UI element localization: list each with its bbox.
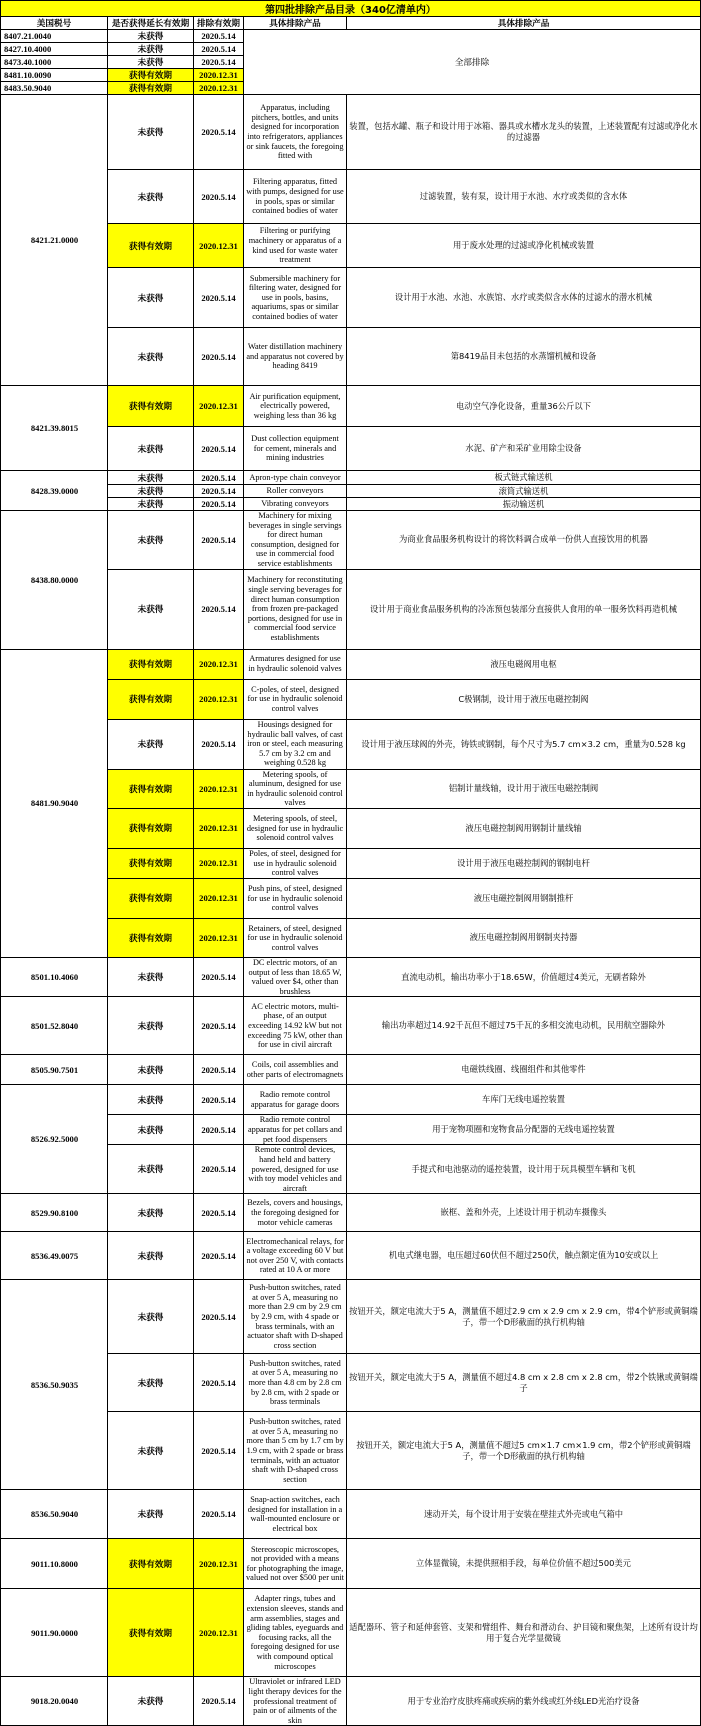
product-en-cell: Filtering or purifying machinery or apparatus of a kind used for waste water treatment — [244, 224, 347, 268]
product-en-cell: Bezels, covers and housings, the foregoing designed for motor vehicle cameras — [244, 1194, 347, 1232]
extension-status-cell: 未获得 — [108, 170, 194, 224]
product-en-cell: Metering spools, of aluminum, designed for use in hydraulic solenoid control valves — [244, 769, 347, 808]
product-zh-cell: 直流电动机，输出功率小于18.65W，价值超过4美元，无刷者除外 — [347, 957, 701, 996]
product-zh-cell: 按钮开关，额定电流大于5 A，测量值不超过2.9 cm x 2.9 cm x 2.9 cm，带4个铲形或黄铜端子，带一个D形截面的执行机构轴 — [347, 1280, 701, 1354]
validity-date-cell: 2020.5.14 — [194, 170, 244, 224]
product-en-cell: Roller conveyors — [244, 485, 347, 498]
us-code-cell: 8529.90.8100 — [1, 1194, 108, 1232]
validity-date-cell: 2020.5.14 — [194, 997, 244, 1055]
table-row — [1, 1085, 701, 1115]
table-row — [1, 1589, 701, 1677]
extension-status-cell: 未获得 — [108, 1085, 194, 1115]
header-product-en: 具体排除产品 — [244, 17, 347, 30]
product-zh-cell: 按钮开关，额定电流大于5 A，测量值不超过5 cm×1.7 cm×1.9 cm，带2个铲形或黄铜端子，带一个D形截面的执行机构轴 — [347, 1412, 701, 1490]
validity-date-cell: 2020.5.14 — [194, 485, 244, 498]
product-zh-cell: 液压电磁控制阀用钢制推杆 — [347, 878, 701, 918]
validity-date-cell: 2020.12.31 — [194, 1539, 244, 1589]
us-code-cell: 8536.50.9035 — [1, 1280, 108, 1490]
us-code-cell: 8421.21.0000 — [1, 95, 108, 386]
product-zh-cell: 设计用于商业食品服务机构的冷冻预包装部分直接供人食用的单一服务饮料再造机械 — [347, 569, 701, 649]
table-row — [1, 1539, 701, 1589]
product-en-cell: Metering spools, of steel, designed for use in hydraulic solenoid control valves — [244, 808, 347, 848]
validity-date-cell: 2020.5.14 — [194, 1490, 244, 1539]
product-en-cell: DC electric motors, of an output of less than 18.65 W, valued over $4, other than brushless — [244, 957, 347, 996]
table-row — [1, 649, 701, 679]
product-zh-cell: 用于专业治疗皮肤疼痛或疾病的紫外线或红外线LED光治疗设备 — [347, 1677, 701, 1726]
validity-date-cell: 2020.12.31 — [194, 679, 244, 719]
extension-status-cell: 未获得 — [108, 471, 194, 485]
validity-date-cell: 2020.12.31 — [194, 224, 244, 268]
product-en-cell: Remote control devices, hand held and battery powered, designed for use with toy model vehicles and aircraft — [244, 1145, 347, 1194]
product-zh-cell: 机电式继电器，电压超过60伏但不超过250伏，触点额定值为10安或以上 — [347, 1232, 701, 1280]
validity-date-cell: 2020.5.14 — [194, 1194, 244, 1232]
extension-status-cell: 获得有效期 — [108, 848, 194, 878]
us-code-cell: 8407.21.0040 — [1, 30, 108, 43]
product-zh-cell: 嵌框、盖和外壳，上述设计用于机动车摄像头 — [347, 1194, 701, 1232]
title-row — [1, 1, 701, 17]
extension-status-cell: 获得有效期 — [108, 386, 194, 427]
product-zh-cell: 液压电磁控制阀用钢制计量线轴 — [347, 808, 701, 848]
product-en-cell: Dust collection equipment for cement, minerals and mining industries — [244, 427, 347, 471]
product-zh-cell: 电磁铁线圈、线圈组件和其他零件 — [347, 1055, 701, 1085]
validity-date-cell: 2020.12.31 — [194, 878, 244, 918]
validity-date-cell: 2020.5.14 — [194, 30, 244, 43]
product-zh-cell: 过滤装置，装有泵，设计用于水池、水疗或类似的含水体 — [347, 170, 701, 224]
product-en-cell: Machinery for reconstituting single serving beverages for direct human consumption from frozen pre-packaged portions, designed for use in commercial food service establishments — [244, 569, 347, 649]
product-zh-cell: 为商业食品服务机构设计的将饮料调合成单一份供人直接饮用的机器 — [347, 511, 701, 570]
product-zh-cell: C极钢制，设计用于液压电磁控制阀 — [347, 679, 701, 719]
validity-date-cell: 2020.12.31 — [194, 769, 244, 808]
extension-status-cell: 未获得 — [108, 1145, 194, 1194]
product-en-cell: Air purification equipment, electrically powered, weighing less than 36 kg — [244, 386, 347, 427]
validity-date-cell: 2020.12.31 — [194, 808, 244, 848]
us-code-cell: 8427.10.4000 — [1, 43, 108, 56]
product-en-cell: Ultraviolet or infrared LED light therapy devices for the professional treatment of pain or of ailments of the skin — [244, 1677, 347, 1726]
product-zh-cell: 用于废水处理的过滤或净化机械或装置 — [347, 224, 701, 268]
table-row — [1, 30, 701, 43]
validity-date-cell: 2020.5.14 — [194, 1085, 244, 1115]
product-zh-cell: 电动空气净化设备，重量36公斤以下 — [347, 386, 701, 427]
product-en-cell: Push-button switches, rated at over 5 A, measuring no more than 4.8 cm by 2.8 cm by 2.8 cm, with 2 spade or brass terminals — [244, 1354, 347, 1412]
validity-date-cell: 2020.5.14 — [194, 719, 244, 769]
validity-date-cell: 2020.12.31 — [194, 82, 244, 95]
product-zh-cell: 铝制计量线轴，设计用于液压电磁控制阀 — [347, 769, 701, 808]
product-en-cell: Stereoscopic microscopes, not provided with a means for photographing the image, valued not over $500 per unit — [244, 1539, 347, 1589]
extension-status-cell: 未获得 — [108, 56, 194, 69]
product-zh-cell: 振动输送机 — [347, 498, 701, 511]
table-row — [1, 1194, 701, 1232]
table-row — [1, 1055, 701, 1085]
product-zh-cell: 第8419品目未包括的水蒸馏机械和设备 — [347, 328, 701, 386]
extension-status-cell: 未获得 — [108, 1677, 194, 1726]
extension-status-cell: 未获得 — [108, 511, 194, 570]
table-row — [1, 997, 701, 1055]
product-zh-cell: 液压电磁阀用电枢 — [347, 649, 701, 679]
product-en-cell: AC electric motors, multi-phase, of an output exceeding 14.92 kW but not exceeding 75 kW, other than for use in civil aircraft — [244, 997, 347, 1055]
product-en-cell: Apron-type chain conveyor — [244, 471, 347, 485]
validity-date-cell: 2020.5.14 — [194, 1354, 244, 1412]
us-code-cell: 8505.90.7501 — [1, 1055, 108, 1085]
extension-status-cell: 未获得 — [108, 95, 194, 170]
validity-date-cell: 2020.5.14 — [194, 957, 244, 996]
product-en-cell: Electromechanical relays, for a voltage exceeding 60 V but not over 250 V, with contacts rated at 10 A or more — [244, 1232, 347, 1280]
product-en-cell: Push-button switches, rated at over 5 A, measuring no more than 2.9 cm by 2.9 cm by 2.9 cm, with 4 spade or brass terminals, with an actuator shaft with D-shaped cross section — [244, 1280, 347, 1354]
extension-status-cell: 未获得 — [108, 1055, 194, 1085]
extension-status-cell: 未获得 — [108, 957, 194, 996]
product-zh-cell: 车库门无线电遥控装置 — [347, 1085, 701, 1115]
us-code-cell: 8481.90.9040 — [1, 649, 108, 957]
product-zh-cell: 速动开关，每个设计用于安装在壁挂式外壳或电气箱中 — [347, 1490, 701, 1539]
table-row — [1, 1280, 701, 1354]
product-en-cell: Snap-action switches, each designed for installation in a wall-mounted enclosure or electrical box — [244, 1490, 347, 1539]
product-zh-cell: 装置，包括水罐、瓶子和设计用于冰箱、器具或水槽水龙头的装置，上述装置配有过滤或净化水的过滤器 — [347, 95, 701, 170]
product-zh-cell: 按钮开关，额定电流大于5 A，测量值不超过4.8 cm x 2.8 cm x 2.8 cm，带2个铁锹或黄铜端子 — [347, 1354, 701, 1412]
validity-date-cell: 2020.12.31 — [194, 386, 244, 427]
us-code-cell: 8536.50.9040 — [1, 1490, 108, 1539]
validity-date-cell: 2020.5.14 — [194, 1145, 244, 1194]
validity-date-cell: 2020.12.31 — [194, 649, 244, 679]
us-code-cell: 8501.10.4060 — [1, 957, 108, 996]
table-row — [1, 95, 701, 170]
validity-date-cell: 2020.5.14 — [194, 268, 244, 328]
validity-date-cell: 2020.5.14 — [194, 95, 244, 170]
extension-status-cell: 获得有效期 — [108, 224, 194, 268]
all-excluded-cell: 全部排除 — [244, 30, 701, 95]
extension-status-cell: 未获得 — [108, 1194, 194, 1232]
product-zh-cell: 设计用于液压电磁控制阀的钢制电杆 — [347, 848, 701, 878]
extension-status-cell: 获得有效期 — [108, 679, 194, 719]
extension-status-cell: 未获得 — [108, 427, 194, 471]
extension-status-cell: 获得有效期 — [108, 1539, 194, 1589]
us-code-cell: 8526.92.5000 — [1, 1085, 108, 1194]
product-en-cell: Push-button switches, rated at over 5 A, measuring no more than 5 cm by 1.7 cm by 1.9 cm, with 2 spade or brass terminals, with an actuator shaft with D-shaped cross section — [244, 1412, 347, 1490]
extension-status-cell: 未获得 — [108, 719, 194, 769]
validity-date-cell: 2020.5.14 — [194, 471, 244, 485]
product-zh-cell: 用于宠物项圈和宠物食品分配器的无线电遥控装置 — [347, 1115, 701, 1145]
us-code-cell: 8421.39.8015 — [1, 386, 108, 471]
us-code-cell: 9011.90.0000 — [1, 1589, 108, 1677]
extension-status-cell: 获得有效期 — [108, 918, 194, 957]
validity-date-cell: 2020.12.31 — [194, 1589, 244, 1677]
extension-status-cell: 获得有效期 — [108, 808, 194, 848]
table-row — [1, 957, 701, 996]
validity-date-cell: 2020.12.31 — [194, 918, 244, 957]
header-extension-status: 是否获得延长有效期 — [108, 17, 194, 30]
us-code-cell: 8438.80.0000 — [1, 511, 108, 650]
table-body — [1, 1, 701, 1726]
us-code-cell: 8501.52.8040 — [1, 997, 108, 1055]
validity-date-cell: 2020.12.31 — [194, 69, 244, 82]
product-en-cell: Armatures designed for use in hydraulic solenoid valves — [244, 649, 347, 679]
sheet-title: 第四批排除产品目录（340亿清单内） — [1, 1, 701, 17]
extension-status-cell: 未获得 — [108, 268, 194, 328]
extension-status-cell: 获得有效期 — [108, 878, 194, 918]
us-code-cell: 9011.10.8000 — [1, 1539, 108, 1589]
extension-status-cell: 未获得 — [108, 1232, 194, 1280]
extension-status-cell: 获得有效期 — [108, 649, 194, 679]
header-validity-date: 排除有效期 — [194, 17, 244, 30]
validity-date-cell: 2020.5.14 — [194, 1412, 244, 1490]
us-code-cell: 8536.49.0075 — [1, 1232, 108, 1280]
product-zh-cell: 水泥、矿产和采矿业用除尘设备 — [347, 427, 701, 471]
product-zh-cell: 输出功率超过14.92千瓦但不超过75千瓦的多相交流电动机，民用航空器除外 — [347, 997, 701, 1055]
product-en-cell: Water distillation machinery and apparatus not covered by heading 8419 — [244, 328, 347, 386]
extension-status-cell: 未获得 — [108, 1412, 194, 1490]
table-row — [1, 511, 701, 570]
header-product-zh: 具体排除产品 — [347, 17, 701, 30]
validity-date-cell: 2020.5.14 — [194, 511, 244, 570]
us-code-cell: 9018.20.0040 — [1, 1677, 108, 1726]
validity-date-cell: 2020.5.14 — [194, 328, 244, 386]
extension-status-cell: 未获得 — [108, 328, 194, 386]
table-row — [1, 386, 701, 427]
extension-status-cell: 未获得 — [108, 498, 194, 511]
extension-status-cell: 未获得 — [108, 1490, 194, 1539]
product-zh-cell: 设计用于液压球阀的外壳，铸铁或钢制，每个尺寸为5.7 cm×3.2 cm，重量为0.528 kg — [347, 719, 701, 769]
table-row — [1, 1490, 701, 1539]
product-en-cell: Apparatus, including pitchers, bottles, and units designed for incorporation into refrigerators, appliances or sink faucets, the foregoing fitted with — [244, 95, 347, 170]
us-code-cell: 8428.39.0000 — [1, 471, 108, 511]
product-en-cell: Filtering apparatus, fitted with pumps, designed for use in pools, spas or similar contained bodies of water — [244, 170, 347, 224]
validity-date-cell: 2020.5.14 — [194, 43, 244, 56]
product-en-cell: Radio remote control apparatus for pet collars and pet food dispensers — [244, 1115, 347, 1145]
validity-date-cell: 2020.5.14 — [194, 56, 244, 69]
validity-date-cell: 2020.5.14 — [194, 427, 244, 471]
extension-status-cell: 获得有效期 — [108, 1589, 194, 1677]
extension-status-cell: 未获得 — [108, 1354, 194, 1412]
extension-status-cell: 未获得 — [108, 997, 194, 1055]
extension-status-cell: 未获得 — [108, 43, 194, 56]
extension-status-cell: 未获得 — [108, 569, 194, 649]
validity-date-cell: 2020.5.14 — [194, 1115, 244, 1145]
product-en-cell: Poles, of steel, designed for use in hydraulic solenoid control valves — [244, 848, 347, 878]
table-row — [1, 471, 701, 485]
product-en-cell: Adapter rings, tubes and extension sleeves, stands and arm assemblies, stages and gliding tables, eyeguards and focusing racks, all the foregoing designed for use with compound optical microscopes — [244, 1589, 347, 1677]
product-en-cell: Vibrating conveyors — [244, 498, 347, 511]
validity-date-cell: 2020.5.14 — [194, 498, 244, 511]
table-row — [1, 1232, 701, 1280]
validity-date-cell: 2020.5.14 — [194, 569, 244, 649]
extension-status-cell: 未获得 — [108, 30, 194, 43]
extension-status-cell: 获得有效期 — [108, 69, 194, 82]
extension-status-cell: 获得有效期 — [108, 769, 194, 808]
product-zh-cell: 设计用于水池、水池、水族馆、水疗或类似含水体的过滤水的潜水机械 — [347, 268, 701, 328]
validity-date-cell: 2020.5.14 — [194, 1280, 244, 1354]
product-en-cell: C-poles, of steel, designed for use in hydraulic solenoid control valves — [244, 679, 347, 719]
product-en-cell: Housings designed for hydraulic ball valves, of cast iron or steel, each measuring 5.7 cm by 3.2 cm and weighing 0.528 kg — [244, 719, 347, 769]
us-code-cell: 8483.50.9040 — [1, 82, 108, 95]
product-zh-cell: 适配器环、管子和延伸套管、支架和臂组件、舞台和滑动台、护目镜和聚焦架，上述所有设计均用于复合光学显微镜 — [347, 1589, 701, 1677]
product-zh-cell: 手提式和电池驱动的遥控装置，设计用于玩具模型车辆和飞机 — [347, 1145, 701, 1194]
table-row — [1, 1677, 701, 1726]
extension-status-cell: 未获得 — [108, 485, 194, 498]
product-en-cell: Coils, coil assemblies and other parts of electromagnets — [244, 1055, 347, 1085]
validity-date-cell: 2020.5.14 — [194, 1677, 244, 1726]
product-en-cell: Submersible machinery for filtering water, designed for use in pools, basins, aquariums, spas or similar contained bodies of water — [244, 268, 347, 328]
extension-status-cell: 未获得 — [108, 1115, 194, 1145]
us-code-cell: 8481.10.0090 — [1, 69, 108, 82]
product-en-cell: Push pins, of steel, designed for use in hydraulic solenoid control valves — [244, 878, 347, 918]
validity-date-cell: 2020.5.14 — [194, 1232, 244, 1280]
product-zh-cell: 板式链式输送机 — [347, 471, 701, 485]
product-en-cell: Machinery for mixing beverages in single servings for direct human consumption, designed for use in commercial food service establishments — [244, 511, 347, 570]
extension-status-cell: 未获得 — [108, 1280, 194, 1354]
us-code-cell: 8473.40.1000 — [1, 56, 108, 69]
product-zh-cell: 立体显微镜，未提供照相手段，每单位价值不超过500美元 — [347, 1539, 701, 1589]
validity-date-cell: 2020.12.31 — [194, 848, 244, 878]
product-zh-cell: 滚筒式输送机 — [347, 485, 701, 498]
product-en-cell: Retainers, of steel, designed for use in hydraulic solenoid control valves — [244, 918, 347, 957]
extension-status-cell: 获得有效期 — [108, 82, 194, 95]
header-row — [1, 17, 701, 30]
header-us-code: 美国税号 — [1, 17, 108, 30]
product-en-cell: Radio remote control apparatus for garage doors — [244, 1085, 347, 1115]
validity-date-cell: 2020.5.14 — [194, 1055, 244, 1085]
product-zh-cell: 液压电磁控制阀用钢制夹持器 — [347, 918, 701, 957]
